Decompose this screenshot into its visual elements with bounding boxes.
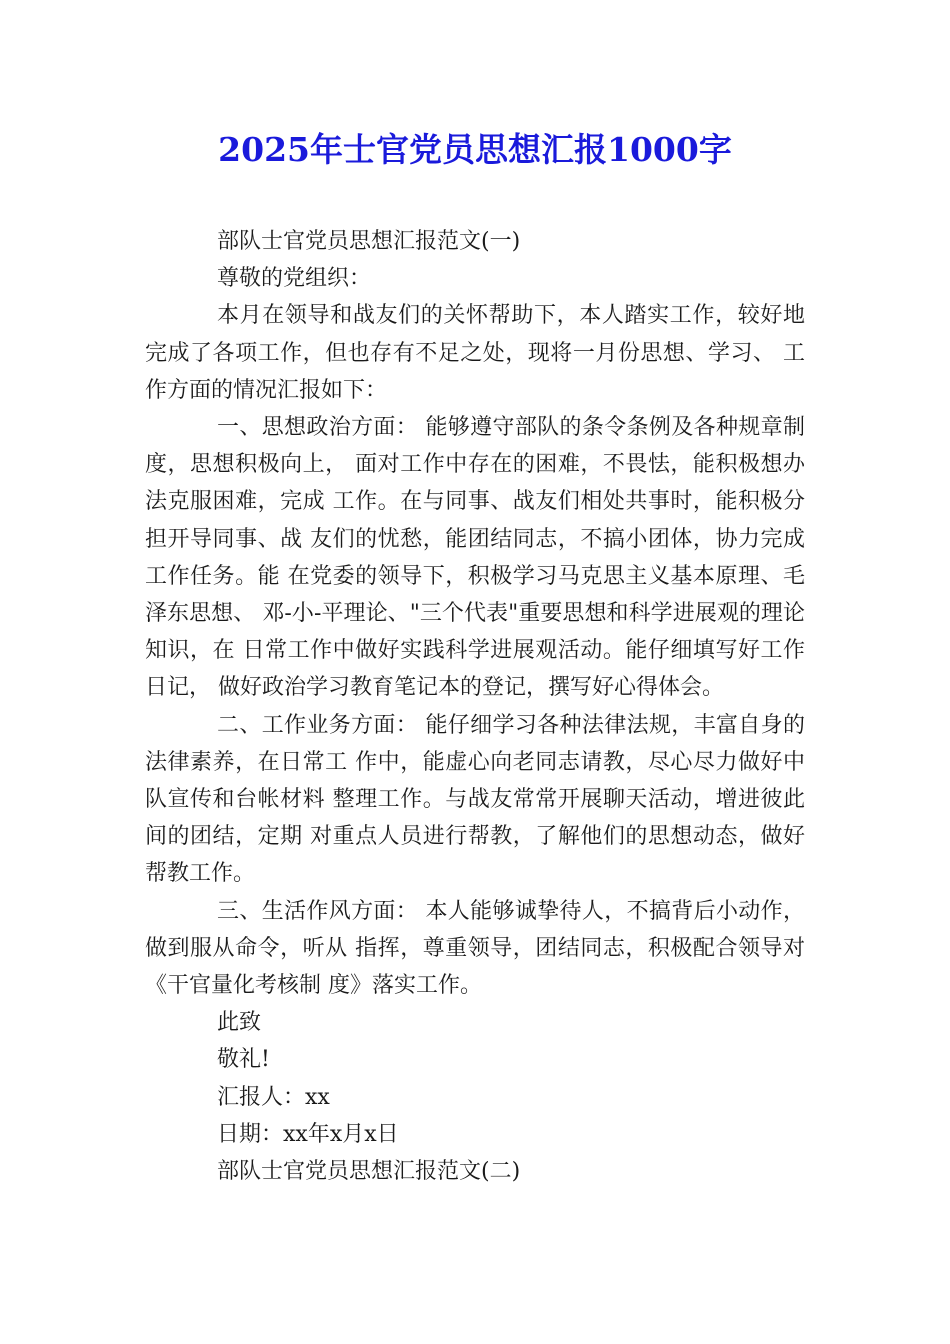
closing-line-2: 敬礼! bbox=[217, 1047, 270, 1073]
section-heading-1: 部队士官党员思想汇报范文(一) bbox=[217, 229, 521, 254]
paragraph-work: 二、工作业务方面： 能仔细学习各种法律法规，丰富自身的法律素养，在日常工 作中，能虚心向老同志请教，尽心尽力做好中队宣传和台帐材料 整理工作。与战友常常开展聊天活动，增进彼此间的团结，定期 对重点人员进行帮教，了解他们的思想动态，做好帮教工作。 bbox=[145, 712, 805, 887]
document-body bbox=[145, 223, 805, 1190]
salutation: 尊敬的党组织： bbox=[217, 266, 372, 292]
intro-paragraph: 本月在领导和战友们的关怀帮助下，本人踏实工作，较好地 完成了各项工作，但也存有不足之处，现将一月份思想、学习、 工作方面的情况汇报如下： bbox=[145, 303, 805, 403]
closing-line-1: 此致 bbox=[217, 1010, 262, 1036]
date-line: 日期：xx年x月x日 bbox=[217, 1121, 399, 1147]
document-title: 2025年士官党员思想汇报1000字 bbox=[218, 130, 732, 169]
reporter-line: 汇报人：xx bbox=[217, 1084, 330, 1110]
paragraph-ideology: 一、思想政治方面： 能够遵守部队的条令条例及各种规章制度，思想积极向上， 面对工作中存在的困难，不畏怯，能积极想办法克服困难，完成 工作。在与同事、战友们相处共事时，能积极分担开导同事、战 友们的忧愁，能团结同志，不搞小团体，协力完成工作任务。能 在党委的领导下，积极学习马克思主义基本原理、毛泽东思想、 邓-小-平理论、"三个代表"重要思想和科学进展观的理论知识，在 日常工作中做好实践科学进展观活动。能仔细填写好工作日记， 做好政治学习教育笔记本的登记，撰写好心得体会。 bbox=[145, 415, 805, 701]
section-heading-2: 部队士官党员思想汇报范文(二) bbox=[217, 1159, 521, 1185]
paragraph-lifestyle: 三、生活作风方面： 本人能够诚挚待人，不搞背后小动作，做到服从命令，听从 指挥，尊重领导，团结同志，积极配合领导对《干官量化考核制 度》落实工作。 bbox=[145, 898, 805, 999]
